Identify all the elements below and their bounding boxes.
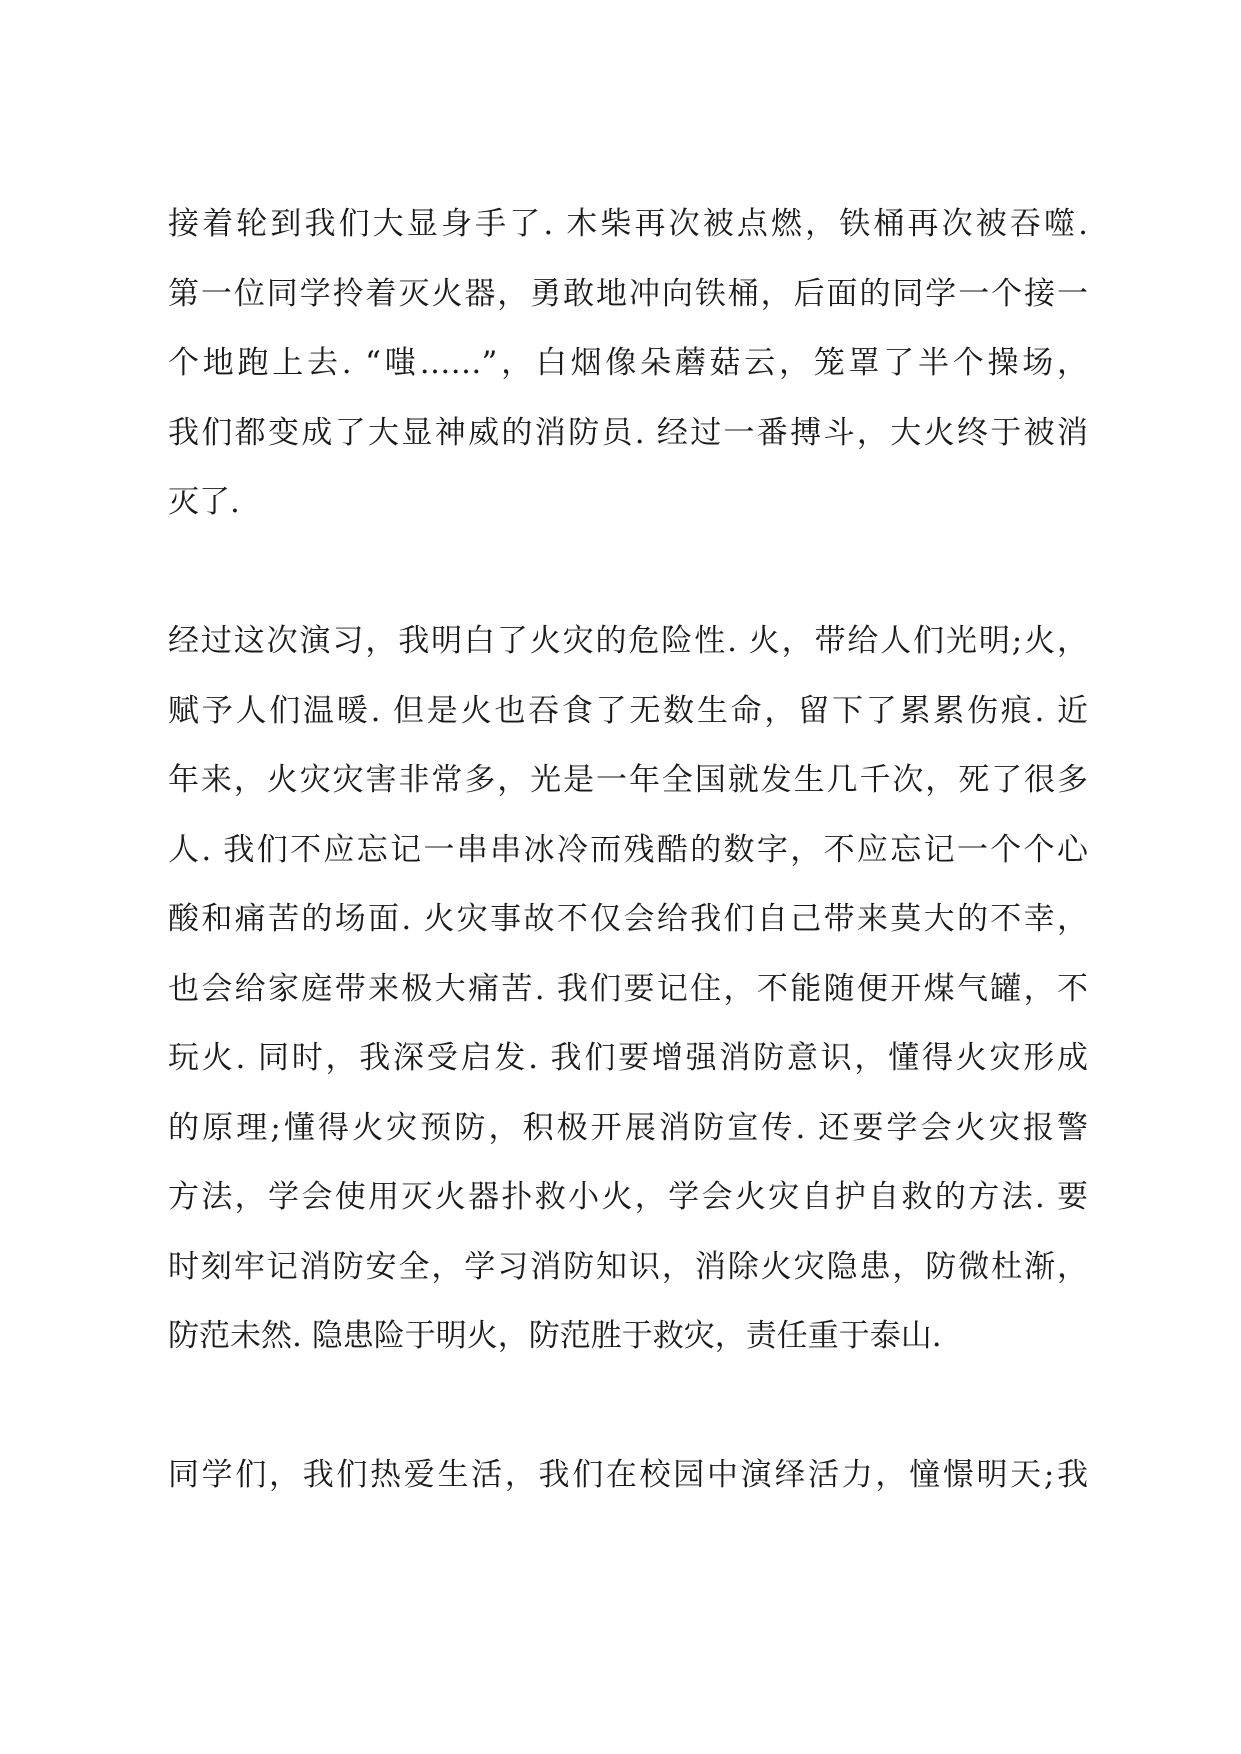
paragraph-2-line-8: 的原理;懂得火灾预防，积极开展消防宣传. 还要学会火灾报警 <box>168 1110 1088 1146</box>
paragraph-2-line-5: 酸和痛苦的场面. 火灾事故不仅会给我们自己带来莫大的不幸， <box>168 901 1088 937</box>
paragraph-3-line-1: 同学们，我们热爱生活，我们在校园中演绎活力，憧憬明天;我 <box>168 1457 1088 1493</box>
paragraph-2-line-10: 时刻牢记消防安全，学习消防知识，消除火灾隐患，防微杜渐， <box>168 1249 1088 1285</box>
paragraph-2-line-2: 赋予人们温暖. 但是火也吞食了无数生命，留下了累累伤痕. 近 <box>168 693 1088 729</box>
paragraph-2-line-6: 也会给家庭带来极大痛苦. 我们要记住，不能随便开煤气罐，不 <box>168 971 1088 1007</box>
paragraph-2-line-1: 经过这次演习，我明白了火灾的危险性. 火，带给人们光明;火， <box>168 623 1088 659</box>
paragraph-2-line-4: 人. 我们不应忘记一串串冰冷而残酷的数字，不应忘记一个个心 <box>168 832 1088 868</box>
paragraph-2-line-9: 方法，学会使用灭火器扑救小火，学会火灾自护自救的方法. 要 <box>168 1179 1088 1215</box>
paragraph-1-line-2: 第一位同学拎着灭火器，勇敢地冲向铁桶，后面的同学一个接一 <box>168 276 1088 312</box>
paragraph-1-line-1: 接着轮到我们大显身手了. 木柴再次被点燃，铁桶再次被吞噬. <box>168 206 1088 242</box>
paragraph-1-line-3: 个地跑上去. “嗤……”，白烟像朵蘑菇云，笼罩了半个操场， <box>168 345 1088 381</box>
paragraph-1-line-5: 灭了. <box>168 484 240 520</box>
paragraph-2-line-7: 玩火. 同时，我深受启发. 我们要增强消防意识，懂得火灾形成 <box>168 1040 1088 1076</box>
paragraph-1-line-4: 我们都变成了大显神威的消防员. 经过一番搏斗，大火终于被消 <box>168 415 1088 451</box>
paragraph-2-line-3: 年来，火灾灾害非常多，光是一年全国就发生几千次，死了很多 <box>168 762 1088 798</box>
paragraph-2-line-11: 防范未然. 隐患险于明火，防范胜于救灾，责任重于泰山. <box>168 1318 942 1354</box>
